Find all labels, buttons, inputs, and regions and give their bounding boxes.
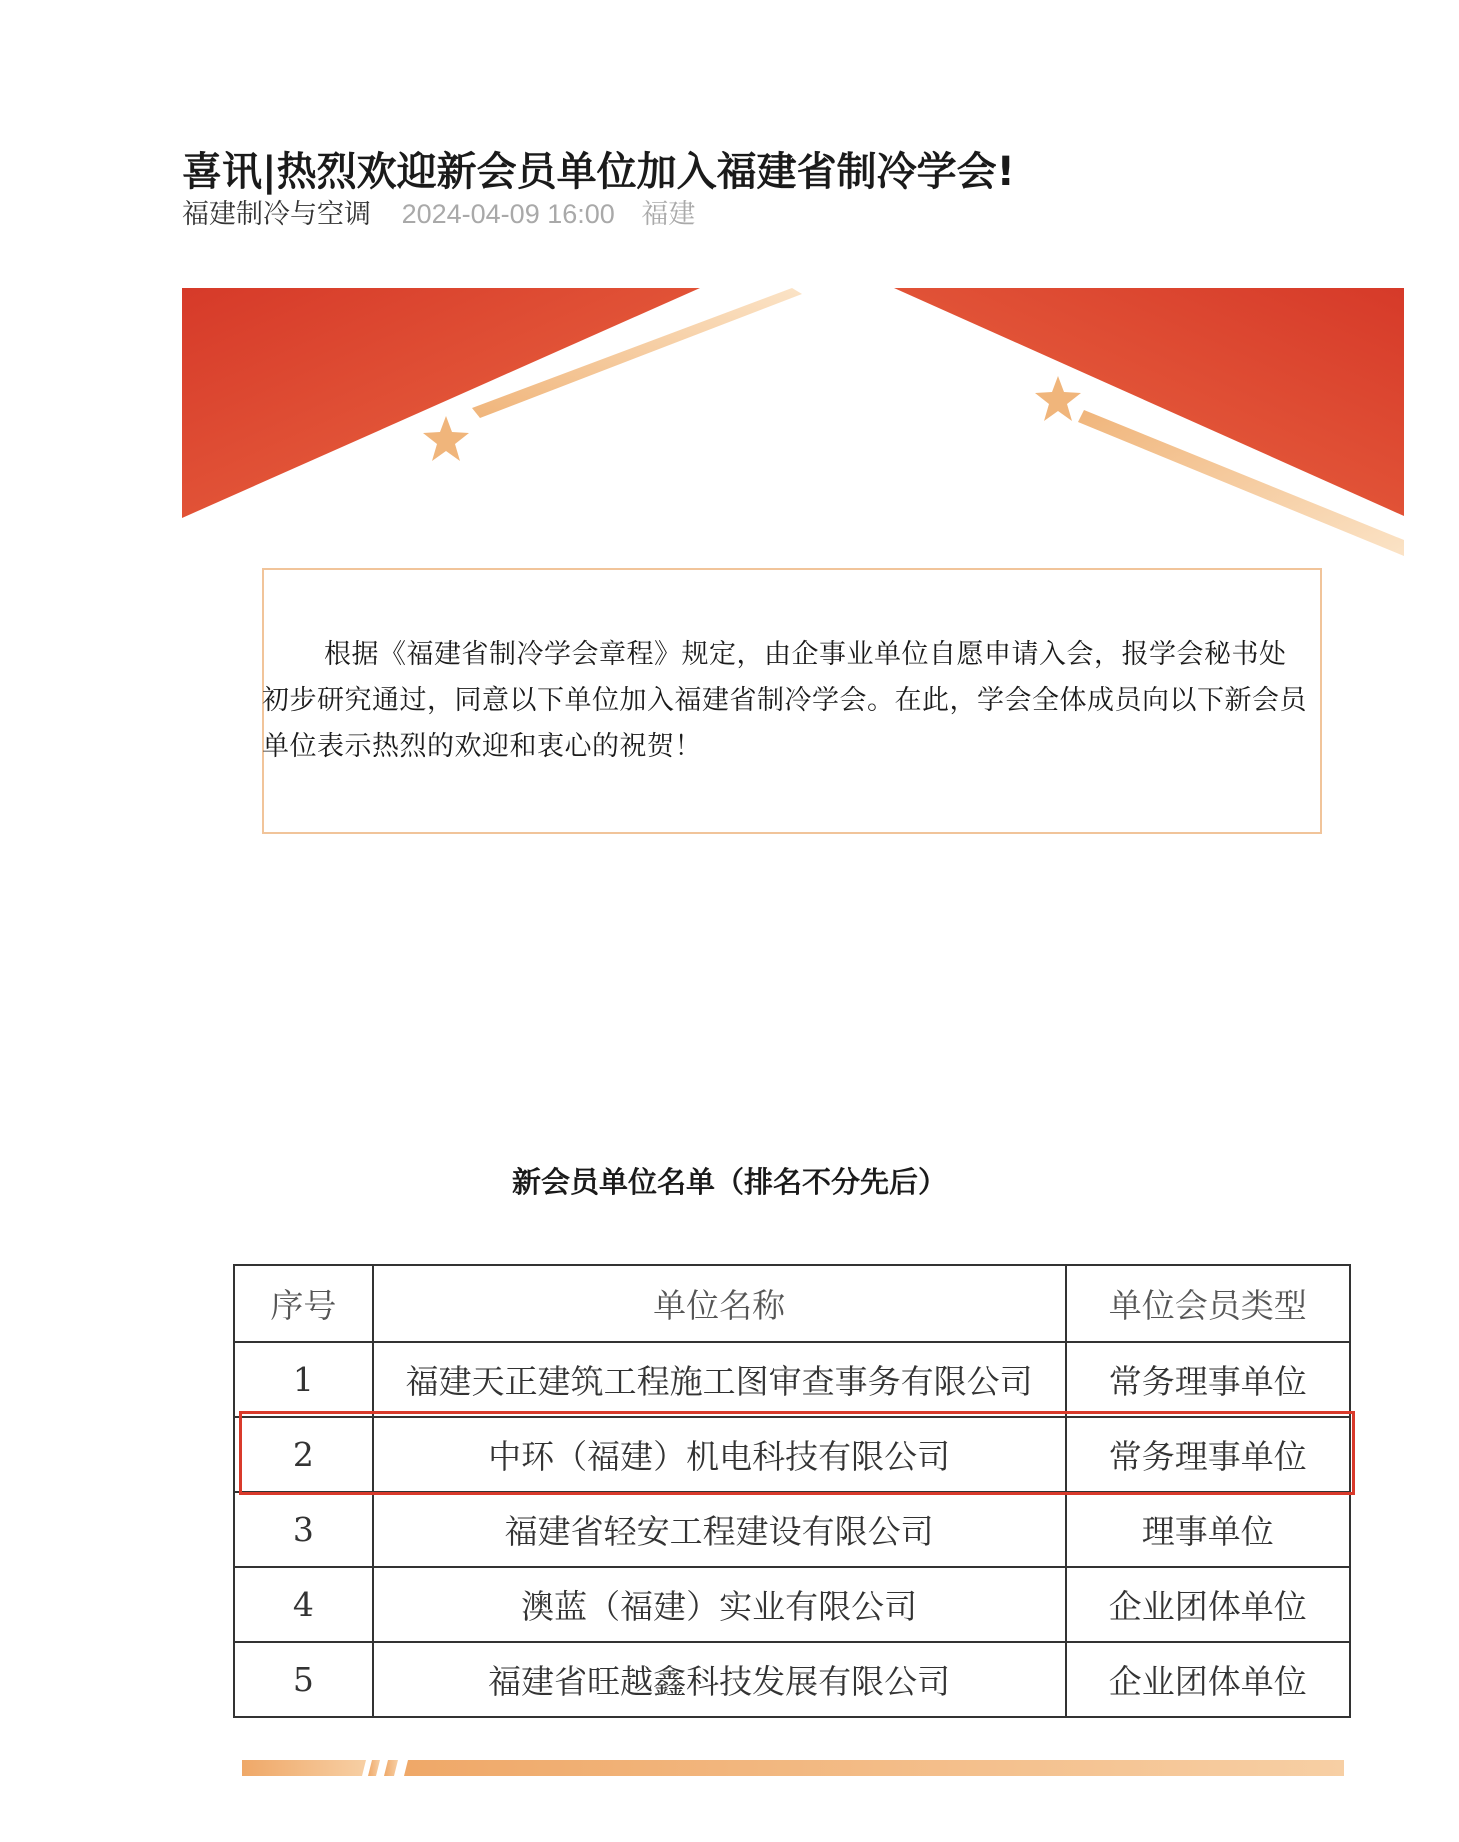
row-name: 福建天正建筑工程施工图审查事务有限公司: [373, 1342, 1066, 1417]
row-name: 澳蓝（福建）实业有限公司: [373, 1567, 1066, 1642]
banner-right-ribbon: [894, 288, 1404, 516]
star-icon: [423, 416, 469, 461]
table-row: [234, 1342, 1350, 1417]
table-row: [234, 1492, 1350, 1567]
decorative-divider: [242, 1760, 1344, 1776]
row-name: 中环（福建）机电科技有限公司: [373, 1417, 1066, 1492]
row-no: 3: [234, 1492, 373, 1567]
row-name: 福建省轻安工程建设有限公司: [373, 1492, 1066, 1567]
row-no: 4: [234, 1567, 373, 1642]
row-type: 企业团体单位: [1066, 1642, 1351, 1717]
row-type: 理事单位: [1066, 1492, 1351, 1567]
row-no: 5: [234, 1642, 373, 1717]
article-title: 喜讯|热烈欢迎新会员单位加入福建省制冷学会!: [182, 148, 1015, 195]
publish-date: 2024-04-09 16:00: [401, 199, 615, 229]
article-meta: [182, 196, 695, 233]
row-no: 2: [234, 1417, 373, 1492]
table-row: [234, 1567, 1350, 1642]
row-no: 1: [234, 1342, 373, 1417]
header-name: 单位名称: [373, 1265, 1066, 1342]
intro-paragraph: 根据《福建省制冷学会章程》规定，由企事业单位自愿申请入会，报学会秘书处初步研究通过，同意以下单位加入福建省制冷学会。在此，学会全体成员向以下新会员单位表示热烈的欢迎和衷心的祝贺！: [262, 639, 1307, 762]
star-icon: [1035, 376, 1081, 421]
row-type: 常务理事单位: [1066, 1342, 1351, 1417]
celebration-banner: [182, 288, 1404, 570]
row-type: 常务理事单位: [1066, 1417, 1351, 1492]
row-name: 福建省旺越鑫科技发展有限公司: [373, 1642, 1066, 1717]
publish-location: 福建: [641, 199, 696, 230]
table-header-row: [234, 1265, 1350, 1342]
banner-left-ribbon: [182, 288, 700, 518]
member-list-title: 新会员单位名单（排名不分先后）: [511, 1165, 947, 1199]
table-row: [234, 1642, 1350, 1717]
header-type: 单位会员类型: [1066, 1265, 1351, 1342]
highlight-box: [239, 1411, 1355, 1495]
author-link[interactable]: 福建制冷与空调: [182, 199, 371, 230]
row-type: 企业团体单位: [1066, 1567, 1351, 1642]
header-no: 序号: [234, 1265, 373, 1342]
